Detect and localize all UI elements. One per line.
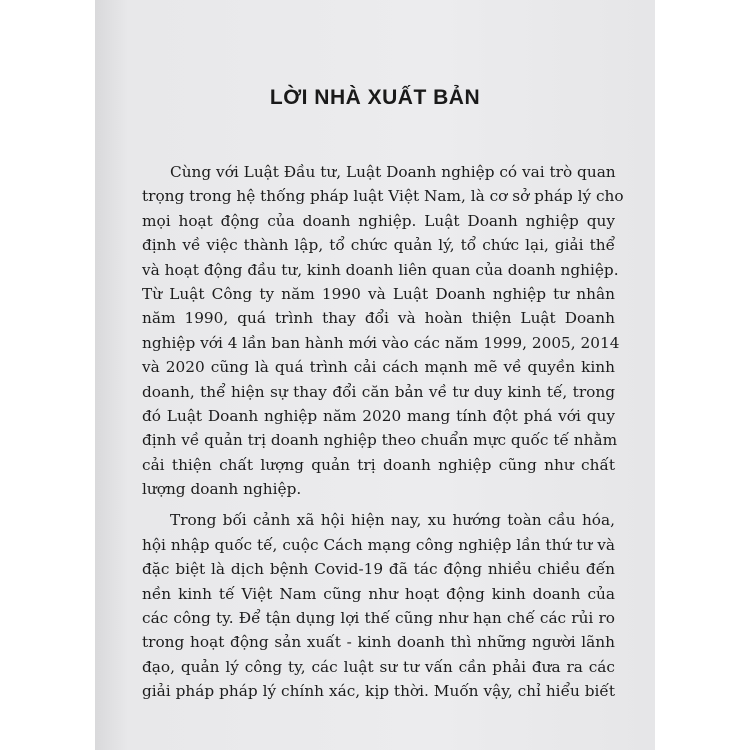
paragraph [142, 508, 615, 703]
text-line: giải pháp pháp lý chính xác, kịp thời. Muốn vậy, chỉ hiểu biết [142, 682, 615, 701]
text-line: doanh, thể hiện sự thay đổi căn bản về tư duy kinh tế, trong [142, 382, 615, 401]
paragraph [142, 160, 624, 501]
book-page [95, 0, 655, 750]
body-text [142, 160, 624, 704]
text-line: đạo, quản lý công ty, các luật sư tư vấn cần phải đưa ra các [142, 657, 615, 676]
text-line: nền kinh tế Việt Nam cũng như hoạt động kinh doanh của [142, 584, 615, 603]
text-line: lượng doanh nghiệp. [142, 480, 302, 499]
text-line: định về quản trị doanh nghiệp theo chuẩn mực quốc tế nhằm [142, 431, 618, 450]
text-line: đó Luật Doanh nghiệp năm 2020 mang tính đột phá với quy [142, 406, 615, 425]
text-line: hội nhập quốc tế, cuộc Cách mạng công nghiệp lần thứ tư và [142, 535, 615, 554]
text-line: định về việc thành lập, tổ chức quản lý, tổ chức lại, giải thể [142, 236, 615, 255]
text-line: Cùng với Luật Đầu tư, Luật Doanh nghiệp có vai trò quan [170, 163, 616, 181]
text-line: trong hoạt động sản xuất - kinh doanh thì những người lãnh [142, 633, 615, 652]
text-line: Từ Luật Công ty năm 1990 và Luật Doanh nghiệp tư nhân [142, 284, 615, 303]
paragraph-gap [142, 501, 615, 508]
text-line: đặc biệt là dịch bệnh Covid-19 đã tác động nhiều chiều đến [142, 560, 615, 579]
text-line: và hoạt động đầu tư, kinh doanh liên quan của doanh nghiệp. [142, 260, 619, 279]
page-title: LỜI NHÀ XUẤT BẢN [269, 86, 481, 109]
text-line: cải thiện chất lượng quản trị doanh nghiệp cũng như chất [142, 455, 615, 474]
text-line: Trong bối cảnh xã hội hiện nay, xu hướng toàn cầu hóa, [170, 511, 615, 530]
text-line: năm 1990, quá trình thay đổi và hoàn thiện Luật Doanh [142, 309, 615, 328]
text-line: trọng trong hệ thống pháp luật Việt Nam, là cơ sở pháp lý cho [142, 187, 624, 206]
text-line: các công ty. Để tận dụng lợi thế cũng như hạn chế các rủi ro [142, 609, 615, 628]
text-line: mọi hoạt động của doanh nghiệp. Luật Doanh nghiệp quy [142, 211, 615, 230]
text-line: và 2020 cũng là quá trình cải cách mạnh mẽ về quyền kinh [142, 358, 615, 377]
text-line: nghiệp với 4 lần ban hành mới vào các năm 1999, 2005, 2014 [142, 333, 620, 352]
